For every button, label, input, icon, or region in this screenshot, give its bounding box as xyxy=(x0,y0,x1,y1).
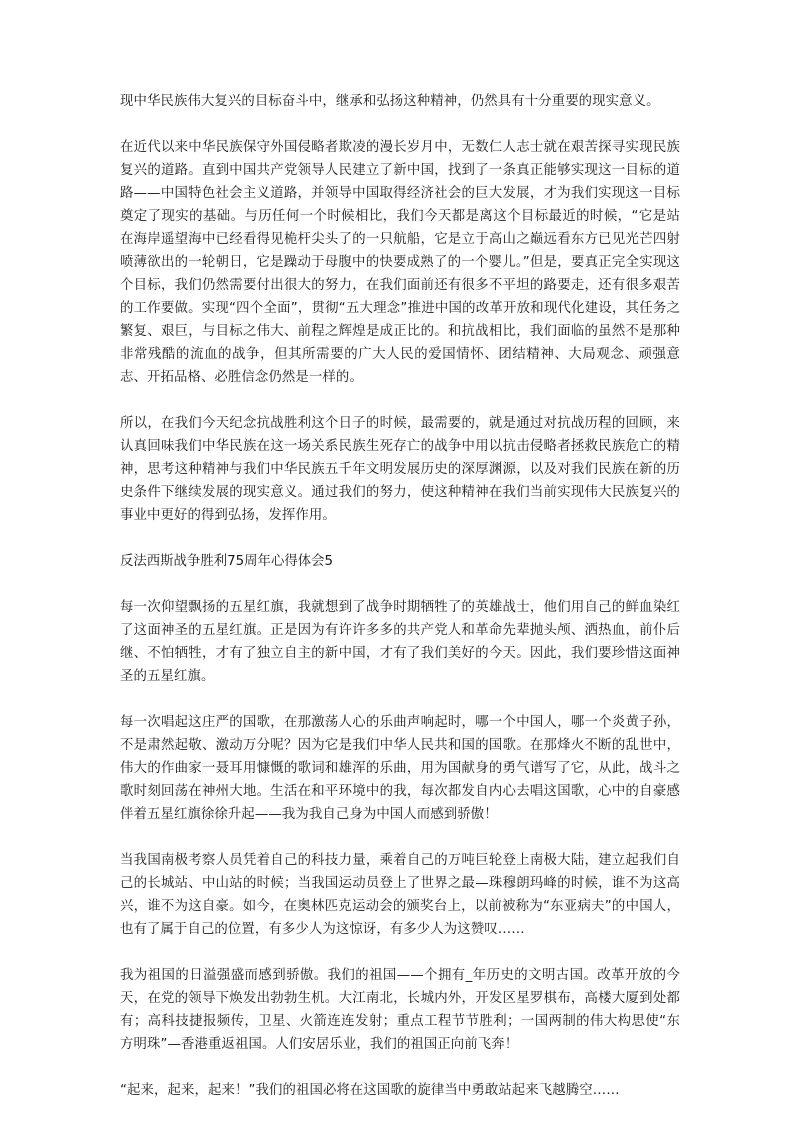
paragraph-5: 每一次唱起这庄严的国歌，在那激荡人心的乐曲声响起时，哪一个中国人，哪一个炎黄子孙，不是肃然起敬、激动万分呢？因为它是我们中华人民共和国的国歌。在那烽火不断的乱世中，伟大的作曲家一聂耳用慷慨的歌词和雄浑的乐曲，用为国献身的勇气谱写了它，从此，战斗之歌时刻回荡在神州大地。生活在和平环境中的我，每次都发自内心去唱这国歌，心中的自豪感伴着五星红旗徐徐升起——我为我自己身为中国人而感到骄傲！ xyxy=(120,715,680,822)
paragraph-1: 现中华民族伟大复兴的目标奋斗中，继承和弘扬这种精神，仍然具有十分重要的现实意义。 xyxy=(120,94,660,109)
section-heading: 反法西斯战争胜利75周年心得体会5 xyxy=(120,554,334,569)
document-page xyxy=(120,90,680,1102)
paragraph-8: “起来，起来，起来！”我们的祖国必将在这国歌的旋律当中勇敢站起来飞越腾空…… xyxy=(120,1083,620,1098)
paragraph-3: 所以，在我们今天纪念抗战胜利这个日子的时候，最需要的，就是通过对抗战历程的回顾，来认真回味我们中华民族在这一场关系民族生死存亡的战争中用以抗击侵略者拯救民族危亡的精神，思考这种精神与我们中华民族五千年文明发展历史的深厚渊源，以及对我们民族在新的历史条件下继续发展的现实意义。通过我们的努力，使这种精神在我们当前实现伟大民族复兴的事业中更好的得到弘扬，发挥作用。 xyxy=(120,416,680,523)
paragraph-7: 我为祖国的日溢强盛而感到骄傲。我们的祖国——个拥有_年历史的文明古国。改革开放的今天，在党的领导下焕发出勃勃生机。大江南北，长城内外，开发区星罗棋布，高楼大厦到处都有；高科技捷报频传，卫星、火箭连连发射；重点工程节节胜利；一国两制的伟大构思使“东方明珠”—香港重返祖国。人们安居乐业，我们的祖国正向前飞奔！ xyxy=(120,968,680,1052)
paragraph-4: 每一次仰望飘扬的五星红旗，我就想到了战争时期牺牲了的英雄战士，他们用自己的鲜血染红了这面神圣的五星红旗。正是因为有许许多多的共产党人和革命先辈抛头颅、洒热血，前仆后继、不怕牺牲，才有了独立自主的新中国，才有了我们美好的今天。因此，我们要珍惜这面神圣的五星红旗。 xyxy=(120,600,680,684)
paragraph-6: 当我国南极考察人员凭着自己的科技力量，乘着自己的万吨巨轮登上南极大陆，建立起我们自己的长城站、中山站的时候；当我国运动员登上了世界之最—珠穆朗玛峰的时候，谁不为这高兴，谁不为这自豪。如今，在奥林匹克运动会的颁奖台上，以前被称为“东亚病夫”的中国人，也有了属于自己的位置，有多少人为这惊讶，有多少人为这赞叹…… xyxy=(120,853,680,937)
paragraph-2: 在近代以来中华民族保守外国侵略者欺凌的漫长岁月中，无数仁人志士就在艰苦探寻实现民族复兴的道路。直到中国共产党领导人民建立了新中国，找到了一条真正能够实现这一目标的道路——中国特色社会主义道路，并领导中国取得经济社会的巨大发展，才为我们实现这一目标奠定了现实的基础。与历任何一个时候相比，我们今天都是离这个目标最近的时候，“它是站在海岸遥望海中已经看得见桅杆尖头了的一只航船，它是立于高山之巅远看东方已见光芒四射喷薄欲出的一轮朝日，它是躁动于母腹中的快要成熟了的一个婴儿。”但是，要真正完全实现这个目标，我们仍然需要付出很大的努力，在我们面前还有很多不平坦的路要走，还有很多艰苦的工作要做。实现“四个全面”，贯彻“五大理念”推进中国的改革开放和现代化建设，其任务之繁复、艰巨，与目标之伟大、前程之辉煌是成正比的。和抗战相比，我们面临的虽然不是那种非常残酷的流血的战争，但其所需要的广大人民的爱国情怀、团结精神、大局观念、顽强意志、开拓品格、必胜信念仍然是一样的。 xyxy=(120,140,680,385)
